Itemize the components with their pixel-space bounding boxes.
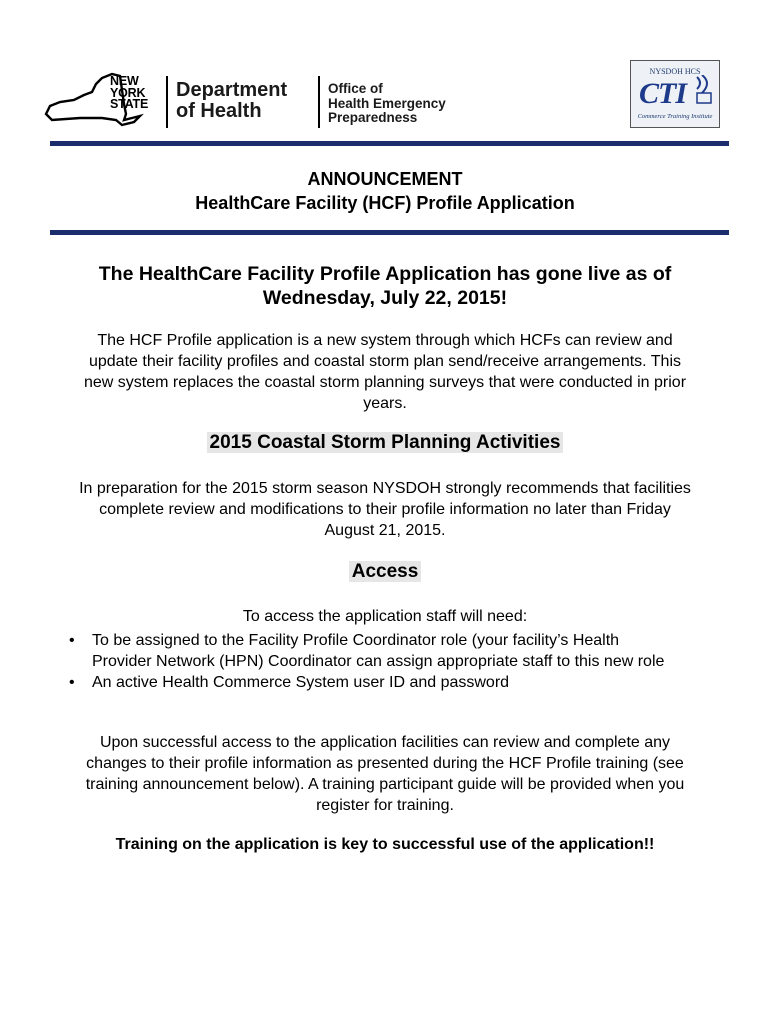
signal-icon (693, 75, 717, 105)
announcement-title: ANNOUNCEMENT HealthCare Facility (HCF) Profile Application (195, 169, 575, 213)
office-logo-text: Office of Health Emergency Preparedness (328, 81, 446, 125)
access-heading: Access (349, 561, 422, 582)
bullet-icon: • (69, 674, 75, 691)
coastal-heading-row (0, 432, 770, 454)
department-of-health-logo-text: Department of Health (176, 79, 288, 122)
cti-logo-top: NYSDOH HCS (649, 67, 701, 76)
coastal-paragraph: In preparation for the 2015 storm season NYSDOH strongly recommends that facilities complete review and modifications to their profile information no later than Friday August 21, 2015. (79, 480, 691, 539)
intro-paragraph: The HCF Profile application is a new system through which HCFs can review and update their facility profiles and coastal storm plan send/receive arrangements. This new system replaces the coastal storm planning surveys that were conducted in prior years. (83, 332, 687, 412)
coastal-heading: 2015 Coastal Storm Planning Activities (207, 432, 564, 453)
logo-divider (318, 76, 320, 128)
access-intro: To access the application staff will need: (242, 608, 528, 625)
title-divider (50, 230, 729, 235)
cti-logo-sub: Commerce Training Institute (637, 113, 713, 120)
go-live-heading: The HealthCare Facility Profile Application has gone live as of Wednesday, July 22, 2015! (98, 263, 672, 309)
logo-divider (166, 76, 168, 128)
access-requirements-list (67, 630, 664, 693)
bullet-icon: • (69, 632, 75, 649)
list-item: • An active Health Commerce System user ID and password (69, 674, 510, 691)
top-divider (50, 141, 729, 146)
closing-statement: Training on the application is key to successful use of the application!! (115, 836, 655, 853)
list-item: • To be assigned to the Facility Profile Coordinator role (your facility’s Health Provider Network (HPN) Coordinator can assign appropriate staff to this new role (69, 632, 665, 670)
cti-logo (630, 60, 720, 128)
cti-logo-main: CTI (639, 77, 687, 110)
nys-logo-text: NEW YORK STATE (110, 74, 149, 111)
access-heading-row (0, 561, 770, 583)
upon-access-paragraph: Upon successful access to the application facilities can review and complete any changes to their profile information as presented during the HCF Profile training (see training announcement below). A training participant guide will be provided when you register for training. (85, 734, 685, 814)
